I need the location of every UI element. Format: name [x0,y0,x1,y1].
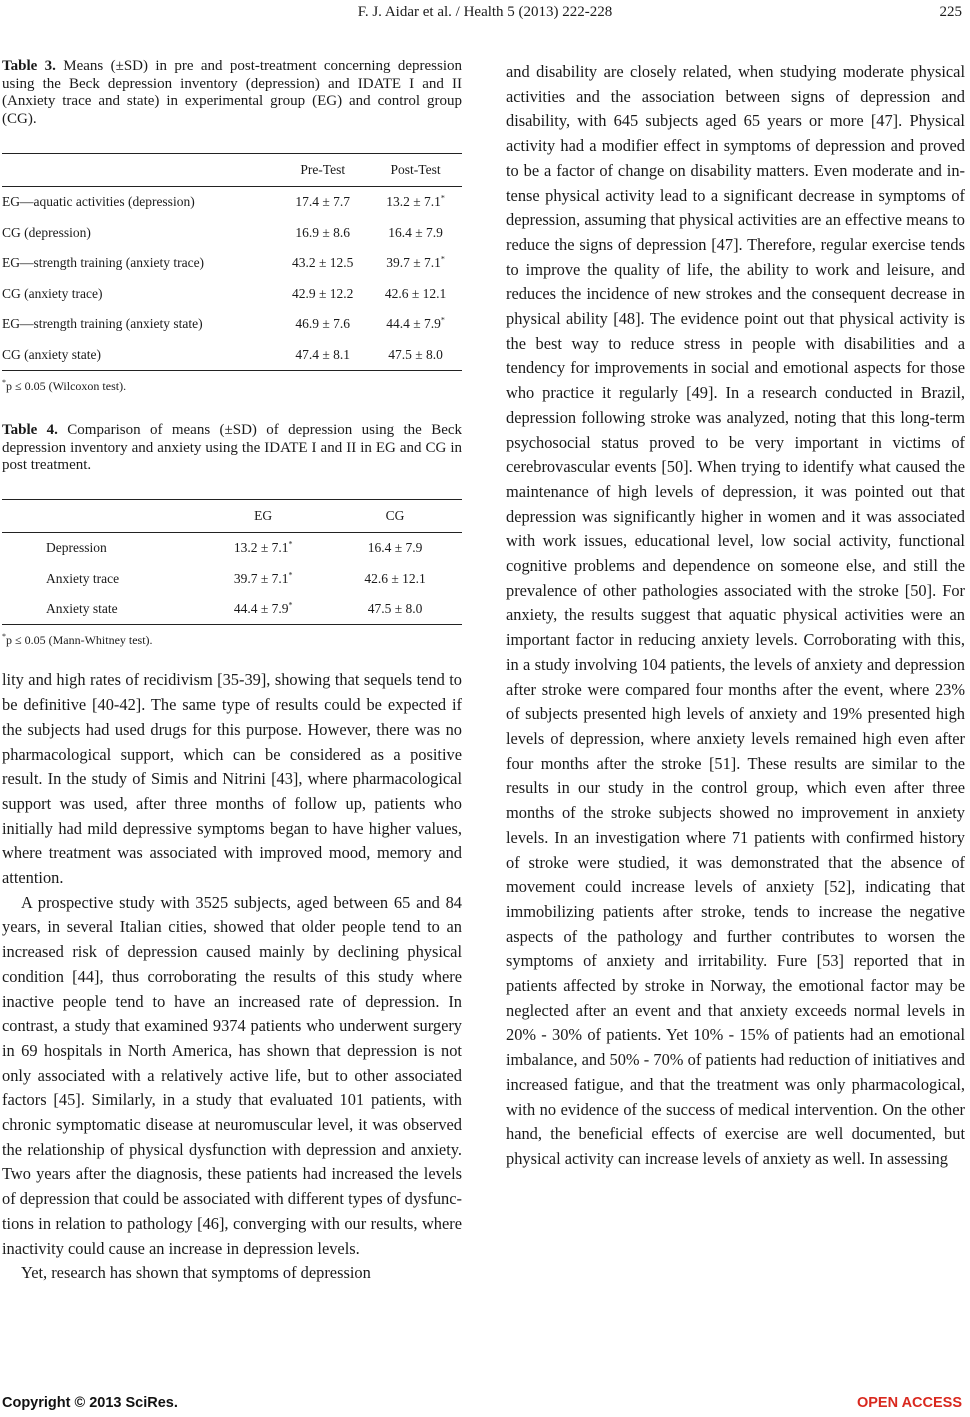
table-row [2,532,462,563]
table-row [2,278,462,309]
table-4-footnote [2,633,462,648]
post-test-value: 47.5 ± 8.0 [388,346,443,362]
table-3-header-row [2,153,462,186]
post-test-cell [369,186,462,217]
row-label: EG—strength training (anxiety state) [2,316,203,332]
table-3-label: Table 3. [2,58,56,74]
eg-value: 13.2 ± 7.1 [233,540,289,556]
table-4-col-cg: CG [328,499,462,532]
left-body-text [2,668,462,1286]
table-4 [2,499,462,626]
footnote-mark: * [2,632,6,642]
body-paragraph: and disability are closely related, when studying moderate physical activities and the association between signs of depression and disability, with 645 subjects aged 65 years or more [47]. Physical activity had a modifier effect in symptoms of depression and proved to be a factor of change on disability matters. Even moderate and intense physical activity lead to a significant decrease in symptoms of depression, assuming that physical activities are an effective means to reduce the signs of depression [47]. Therefore, regular exercise tends to improve the quality of life, the ability to work and leisure, and reduces the incidence of new strokes and the consequent decrease in physical ability [48]. The evidence point out that physical activity is the best way to reduce stress in people with disabilities and a tendency for improvements in social and emotional aspects for those who practice it regularly [49]. In a research conducted in Brazil, depression following stroke was analyzed, noting that this long-term psychosocial status proved to be very important in victims of cerebrovascular events [50]. When trying to identify what caused the maintenance of high levels of depression, it was pointed out that depression was significantly higher in women and it was associated with work issues, educational level, low social activity, functional cognitive problems and dependence on someone else, and still the prevalence of other pathologies associated with the stroke [50]. For anxiety, the results suggest that aquatic physical activities were an important factor in reducing anxiety levels. Corroborating with this, in a study involving 104 patients, the levels of anxiety and depression after stroke were compared four months after the event, where 23% of subjects presented high levels of anxiety and 19% presented high levels of depression, where anxiety levels remained high even after four months after the stroke [51]. These results are similar to the results in our study in the control group, which even after three months of the stroke subjects showed no improvement in anxiety levels. In an investigation where 71 patients with confirmed history of stroke were studied, it was demonstrated that the absence of movement could increase levels of anxiety [52], indicating that immobilizing patients after stroke, tends to increase the negative aspects of the pathology and further contributes to worsen the symptoms of anxiety and irritability. Fure [53] reported that in patients affected by stroke in Norway, the emotional factor may be neglected after an event and that anxiety exceeds normal levels in 20% - 30% of patients. Yet 10% - 15% of patients had an emotional imbalance, and 50% - 70% of patients had reduction of initiatives and increased fatigue, and that the treatment was only pharmacological, with no evidence of the success of medical intervention. On the other hand, the beneficial effects of exercise are well documented, but physical activity can increase levels of anxiety as well. In assessing [506,62,965,1168]
row-label: Anxiety state [2,594,198,625]
page-number: 225 [939,4,962,20]
body-paragraph: lity and high rates of recidivism [35-39], showing that sequels tend to be definitive [40-42]. The same type of results could be expected if the subjects had used drugs for this purpose. However, there was no pharmacological support, which can be considered as a positive result. In the study of Simis and Nitrini [43], where pharmacological support was used, after three months of follow up, patients who initially had mild depressive symptoms began to have higher values, where treatment was associated with improved mood, memory and attention. [2,670,462,888]
table-3-caption [2,58,462,129]
cg-value: 42.6 ± 12.1 [364,570,426,586]
eg-cell [198,594,328,625]
post-test-value: 39.7 ± 7.1 [386,255,441,271]
running-title: F. J. Aidar et al. / Health 5 (2013) 222-228 [357,4,613,20]
eg-cell [198,532,328,563]
table-4-header-row [2,499,462,532]
cg-value: 47.5 ± 8.0 [328,594,462,625]
table-3-col-post: Post-Test [369,153,462,186]
table-row [2,217,462,248]
table-4-col-eg: EG [198,499,328,532]
table-4-caption-text: Comparison of means (±SD) of depression using the Beck depression inventory and anxiety using the IDATE I and II in EG and CG in post treatment. [2,421,463,474]
table-row [2,594,462,625]
table-3-footnote [2,379,462,394]
eg-value: 39.7 ± 7.1 [233,570,289,586]
pre-test-value: 47.4 ± 8.1 [276,339,369,370]
pre-test-value: 16.9 ± 8.6 [295,224,351,240]
pre-test-value: 43.2 ± 12.5 [292,255,354,271]
significance-mark: * [440,193,445,203]
significance-mark: * [288,600,293,610]
significance-mark: * [440,254,445,264]
page-footer [0,1393,970,1415]
table-3-caption-text: Means (±SD) in pre and post-treatment concerning depression using the Beck depression inventory (depression) and IDATE I and II (Anxiety trace and state) in experimental group (EG) and control group (CG). [2,58,463,128]
left-column [2,58,462,1286]
significance-mark: * [288,570,293,580]
pre-test-value: 17.4 ± 7.7 [295,194,351,210]
table-4-col-label [2,499,198,532]
table-3-col-label [2,153,276,186]
body-paragraph: Yet, research has shown that symptoms of depression [21,1263,371,1283]
row-label: EG—strength training (anxiety trace) [2,255,205,271]
eg-cell [198,563,328,594]
body-paragraph: A prospective study with 3525 subjects, aged between 65 and 84 years, in several Italian cities, showed that older people tend to an increased risk of depression caused mainly by declining physical condition [44], thus corroborating the results of this study where inactive people tend to have an increased rate of depression. In contrast, a study that examined 9374 patients who underwent surgery in 69 hospitals in North America, has shown that depression is not only associated with a relatively active life, but to other associated factors [45]. Similarly, in a study that evaluated 101 patients, with chronic symptomatic disease at neuromuscular level, it was observed the relationship of physical dysfunction with depression and anxiety. Two years after the diagnosis, these patients had increased the levels of depression that could be associated with different types of dysfunctions in relation to pathology [46], converging with our results, where inactivity could cause an increase in depression levels. [2,892,462,1258]
post-test-cell [369,278,462,309]
table-row [2,309,462,340]
row-label: EG—aquatic activities (depression) [2,194,195,210]
row-label: Anxiety trace [46,570,120,586]
post-test-value: 16.4 ± 7.9 [388,224,443,240]
post-test-cell [369,248,462,279]
table-row [2,339,462,370]
table-3 [2,153,462,371]
open-access-label: OPEN ACCESS [856,1395,962,1411]
post-test-value: 42.6 ± 12.1 [384,285,447,301]
table-row [2,186,462,217]
row-label: CG (anxiety state) [2,339,276,370]
copyright-text: Copyright © 2013 SciRes. [2,1395,178,1411]
row-label: CG (depression) [2,224,91,240]
post-test-cell [369,309,462,340]
table-3-col-pre: Pre-Test [276,153,369,186]
running-header [0,2,970,24]
row-label: Depression [46,540,107,556]
row-label: CG (anxiety trace) [2,285,103,301]
post-test-value: 44.4 ± 7.9 [386,316,441,332]
post-test-cell [369,339,462,370]
post-test-value: 13.2 ± 7.1 [386,194,441,210]
significance-mark: * [440,315,445,325]
table-row [2,248,462,279]
footnote-text: p ≤ 0.05 (Wilcoxon test). [6,378,127,393]
table-row [2,563,462,594]
right-column [506,60,965,1172]
table-4-caption [2,422,462,475]
footnote-text: p ≤ 0.05 (Mann-Whitney test). [6,633,153,648]
table-4-label: Table 4. [2,421,58,438]
footnote-mark: * [2,377,6,387]
pre-test-value: 42.9 ± 12.2 [292,285,354,301]
cg-value: 16.4 ± 7.9 [367,540,423,556]
post-test-cell [369,217,462,248]
pre-test-value: 46.9 ± 7.6 [295,316,351,332]
eg-value: 44.4 ± 7.9 [233,601,289,617]
significance-mark: * [288,539,293,549]
